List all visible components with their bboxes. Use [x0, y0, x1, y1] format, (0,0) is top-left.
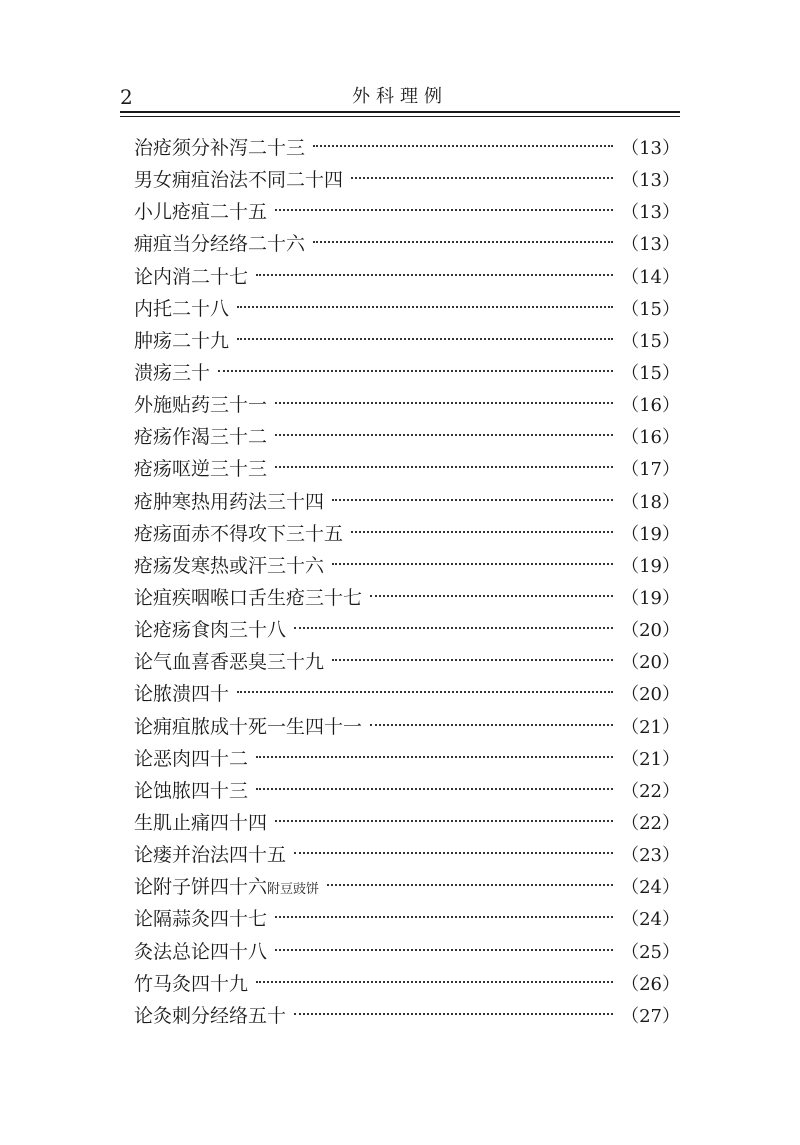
toc-entry-title: 生肌止痛四十四: [134, 811, 268, 834]
toc-entry-page: （24）: [621, 909, 680, 931]
dot-leader: [256, 274, 613, 276]
toc-entry: [134, 775, 680, 807]
toc-entry-title: 论隔蒜灸四十七: [134, 908, 268, 931]
toc-entry-title: 肿疡二十九: [134, 329, 230, 352]
toc-entry-title: 论气血喜香恶臭三十九: [134, 651, 325, 674]
toc-entry-page: （17）: [621, 459, 680, 481]
running-title: 外科理例: [352, 86, 448, 107]
toc-entry: [134, 261, 680, 293]
dot-leader: [218, 370, 613, 372]
toc-entry-title: 论疽疾咽喉口舌生疮三十七: [134, 586, 363, 609]
toc-entry-page: （26）: [621, 973, 680, 995]
toc-entry: [134, 711, 680, 743]
toc-entry: [134, 453, 680, 485]
toc-entry: [134, 968, 680, 1000]
toc-entry: [134, 518, 680, 550]
toc-entry-title: 论脓溃四十: [134, 683, 230, 706]
toc-entry-page: （15）: [621, 298, 680, 320]
toc-entry-page: （24）: [621, 877, 680, 899]
dot-leader: [294, 627, 613, 629]
toc-entry-page: （15）: [621, 362, 680, 384]
toc-entry: [134, 325, 680, 357]
toc-entry-title: 疮疡发寒热或汗三十六: [134, 554, 325, 577]
header-rule-thin: [120, 116, 680, 117]
toc-entry-title: 论内消二十七: [134, 265, 249, 288]
toc-entry-title: 论疮疡食肉三十八: [134, 619, 287, 642]
toc-entry-page: （21）: [621, 716, 680, 738]
toc-entry-page: （22）: [621, 780, 680, 802]
toc-entry-title: 疮疡作渴三十二: [134, 426, 268, 449]
toc-entry-page: （21）: [621, 748, 680, 770]
dot-leader: [313, 241, 613, 243]
toc-entry: [134, 678, 680, 710]
toc-entry-page: （19）: [621, 587, 680, 609]
dot-leader: [237, 691, 613, 693]
table-of-contents: [134, 132, 680, 1032]
toc-entry-page: （22）: [621, 812, 680, 834]
toc-entry: [134, 164, 680, 196]
toc-entry: [134, 196, 680, 228]
toc-entry-page: （27）: [621, 1005, 680, 1027]
toc-entry-page: （19）: [621, 555, 680, 577]
toc-entry-title: 外施贴药三十一: [134, 394, 268, 417]
dot-leader: [275, 402, 613, 404]
toc-entry-page: （16）: [621, 395, 680, 417]
toc-entry-title: 痈疽当分经络二十六: [134, 233, 306, 256]
toc-entry-title: 论恶肉四十二: [134, 747, 249, 770]
dot-leader: [313, 145, 613, 147]
toc-entry-page: （20）: [621, 620, 680, 642]
dot-leader: [275, 820, 613, 822]
toc-entry-title: 疮肿寒热用药法三十四: [134, 490, 325, 513]
dot-leader: [256, 788, 613, 790]
dot-leader: [275, 209, 613, 211]
dot-leader: [256, 981, 613, 983]
toc-entry-page: （19）: [621, 523, 680, 545]
dot-leader: [294, 852, 613, 854]
toc-entry: [134, 582, 680, 614]
toc-entry: [134, 871, 680, 903]
dot-leader: [332, 499, 613, 501]
toc-entry: [134, 389, 680, 421]
toc-entry-page: （13）: [621, 170, 680, 192]
toc-entry-page: （13）: [621, 234, 680, 256]
dot-leader: [332, 563, 613, 565]
toc-entry-page: （16）: [621, 427, 680, 449]
toc-entry-page: （20）: [621, 652, 680, 674]
toc-entry: [134, 743, 680, 775]
dot-leader: [294, 1013, 613, 1015]
dot-leader: [237, 306, 613, 308]
toc-entry-title: 内托二十八: [134, 297, 230, 320]
dot-leader: [327, 884, 613, 886]
toc-entry-title: 论痈疽脓成十死一生四十一: [134, 715, 363, 738]
page-header: [120, 83, 680, 113]
toc-entry: [134, 293, 680, 325]
toc-entry-page: （18）: [621, 491, 680, 513]
page-number: 2: [120, 85, 133, 109]
toc-entry-title: 疮疡呕逆三十三: [134, 458, 268, 481]
toc-entry-title: 论附子饼四十六: [134, 876, 268, 899]
toc-entry-page: （23）: [621, 845, 680, 867]
toc-entry-title: 小儿疮疽二十五: [134, 201, 268, 224]
toc-entry: [134, 1000, 680, 1032]
toc-entry-page: （20）: [621, 684, 680, 706]
toc-entry: [134, 839, 680, 871]
toc-entry: [134, 936, 680, 968]
toc-entry-title: 疮疡面赤不得攻下三十五: [134, 522, 344, 545]
toc-entry: [134, 807, 680, 839]
toc-entry: [134, 486, 680, 518]
dot-leader: [237, 338, 613, 340]
dot-leader: [332, 659, 613, 661]
dot-leader: [275, 434, 613, 436]
toc-entry-title: 论瘘并治法四十五: [134, 844, 287, 867]
toc-entry-page: （25）: [621, 941, 680, 963]
toc-entry-note: 附豆豉饼: [267, 882, 320, 898]
toc-entry: [134, 550, 680, 582]
toc-entry-page: （15）: [621, 330, 680, 352]
toc-entry: [134, 357, 680, 389]
toc-entry-page: （13）: [621, 138, 680, 159]
dot-leader: [275, 949, 613, 951]
toc-entry-title: 男女痈疽治法不同二十四: [134, 169, 344, 192]
toc-entry-page: （14）: [621, 266, 680, 288]
toc-entry-title: 溃疡三十: [134, 361, 211, 384]
toc-entry-title: 论灸刺分经络五十: [134, 1004, 287, 1027]
toc-entry: [134, 614, 680, 646]
toc-entry: [134, 903, 680, 935]
toc-entry: [134, 228, 680, 260]
dot-leader: [370, 595, 613, 597]
toc-entry: [134, 421, 680, 453]
dot-leader: [351, 177, 613, 179]
toc-entry: [134, 132, 680, 164]
dot-leader: [256, 756, 613, 758]
dot-leader: [275, 466, 613, 468]
header-rule-thick: [120, 111, 680, 113]
toc-entry-title: 治疮须分补泻二十三: [134, 137, 306, 159]
dot-leader: [351, 531, 613, 533]
toc-entry-title: 灸法总论四十八: [134, 940, 268, 963]
toc-entry-title: 竹马灸四十九: [134, 972, 249, 995]
toc-entry: [134, 646, 680, 678]
dot-leader: [275, 916, 613, 918]
dot-leader: [370, 724, 613, 726]
toc-entry-page: （13）: [621, 202, 680, 224]
toc-entry-title: 论蚀脓四十三: [134, 779, 249, 802]
